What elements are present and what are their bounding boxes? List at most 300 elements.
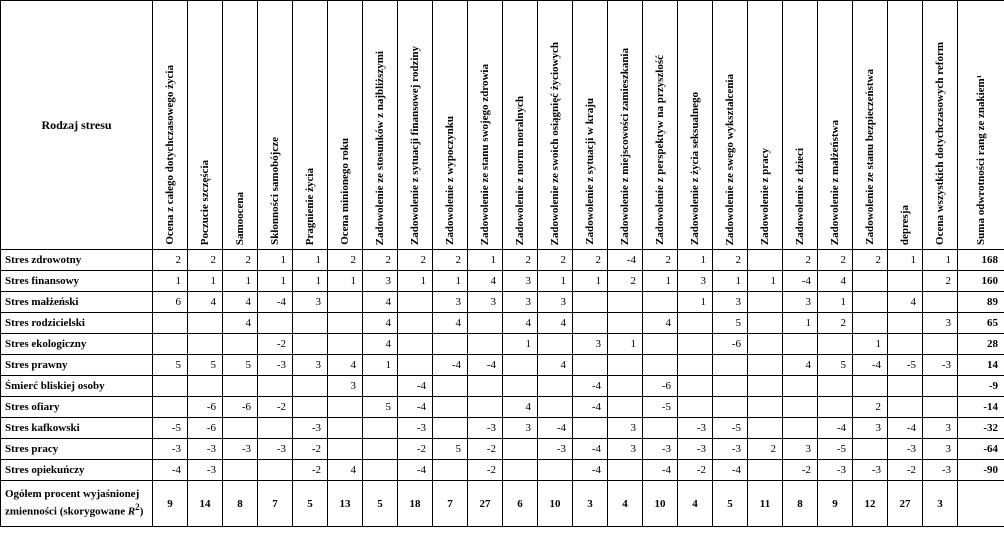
table-cell: 2 xyxy=(573,250,608,271)
table-cell xyxy=(853,292,888,313)
table-cell: -6 xyxy=(643,376,678,397)
table-cell: 3 xyxy=(783,439,818,460)
table-cell xyxy=(818,334,853,355)
table-cell: 3 xyxy=(923,439,958,460)
table-cell: -3 xyxy=(398,418,433,439)
table-cell xyxy=(538,460,573,481)
column-header-label: Suma odwrotności rang ze znakiem¹ xyxy=(975,75,987,245)
table-cell: -3 xyxy=(188,439,223,460)
table-cell xyxy=(678,334,713,355)
table-cell xyxy=(783,418,818,439)
table-cell: 2 xyxy=(223,250,258,271)
sum-cell: -9 xyxy=(958,376,1004,397)
column-header-label: Zadowolenie ze swego wykształcenia xyxy=(724,73,736,245)
sum-cell: 160 xyxy=(958,271,1004,292)
total-label-sup: 2 xyxy=(135,502,140,513)
table-cell xyxy=(923,397,958,418)
table-cell: 3 xyxy=(293,355,328,376)
table-cell xyxy=(363,439,398,460)
table-cell: 1 xyxy=(188,271,223,292)
column-header xyxy=(188,1,223,250)
table-cell xyxy=(153,376,188,397)
table-cell xyxy=(223,460,258,481)
total-cell: 18 xyxy=(398,481,433,527)
column-header-label: Skłonności samobójcze xyxy=(269,137,281,245)
table-row xyxy=(1,439,1004,460)
table-cell: 2 xyxy=(713,250,748,271)
column-header xyxy=(608,1,643,250)
table-cell: 4 xyxy=(783,355,818,376)
total-label-end: ) xyxy=(139,505,144,518)
table-cell: -4 xyxy=(783,271,818,292)
table-cell: -3 xyxy=(258,439,293,460)
table-cell: 4 xyxy=(223,292,258,313)
table-cell xyxy=(363,376,398,397)
column-header-label: Pragnienie życia xyxy=(304,167,316,245)
column-header xyxy=(853,1,888,250)
table-cell xyxy=(818,397,853,418)
table-cell xyxy=(433,460,468,481)
table-cell xyxy=(783,334,818,355)
column-header-label: Zadowolenie ze swoich osiągnięć życiowych xyxy=(549,41,561,245)
table-cell: -2 xyxy=(258,334,293,355)
table-row xyxy=(1,460,1004,481)
column-header-label: Zadowolenie ze stanu bezpieczeństwa xyxy=(864,69,876,245)
table-cell: -2 xyxy=(293,439,328,460)
table-cell: 2 xyxy=(188,250,223,271)
table-cell: 3 xyxy=(783,292,818,313)
column-header xyxy=(888,1,923,250)
table-cell: 1 xyxy=(818,292,853,313)
table-cell xyxy=(398,313,433,334)
table-cell: -4 xyxy=(818,418,853,439)
table-cell xyxy=(503,376,538,397)
total-row-label xyxy=(1,481,153,527)
table-cell: 3 xyxy=(573,334,608,355)
table-cell xyxy=(223,376,258,397)
corner-header: Rodzaj stresu xyxy=(1,1,153,250)
row-label: Stres zdrowotny xyxy=(1,250,153,271)
table-cell xyxy=(783,376,818,397)
table-cell: -2 xyxy=(783,460,818,481)
table-cell xyxy=(153,397,188,418)
total-cell: 10 xyxy=(643,481,678,527)
table-cell: 5 xyxy=(223,355,258,376)
row-label: Stres pracy xyxy=(1,439,153,460)
table-cell: 4 xyxy=(188,292,223,313)
table-cell: -5 xyxy=(153,418,188,439)
table-cell: 1 xyxy=(503,334,538,355)
row-label: Stres ekologiczny xyxy=(1,334,153,355)
table-cell xyxy=(923,292,958,313)
table-cell xyxy=(608,460,643,481)
table-cell xyxy=(188,334,223,355)
table-cell: -4 xyxy=(573,397,608,418)
total-cell: 13 xyxy=(328,481,363,527)
table-cell: 4 xyxy=(503,397,538,418)
table-cell: -4 xyxy=(608,250,643,271)
table-cell: -2 xyxy=(678,460,713,481)
table-cell: 2 xyxy=(153,250,188,271)
column-header xyxy=(223,1,258,250)
table-cell: 1 xyxy=(223,271,258,292)
table-cell: 5 xyxy=(188,355,223,376)
column-header xyxy=(363,1,398,250)
table-cell: 2 xyxy=(643,250,678,271)
table-cell xyxy=(888,376,923,397)
table-cell xyxy=(573,292,608,313)
table-cell: -3 xyxy=(853,460,888,481)
table-cell: 1 xyxy=(573,271,608,292)
total-cell: 27 xyxy=(468,481,503,527)
table-cell: -3 xyxy=(643,439,678,460)
table-cell xyxy=(713,355,748,376)
table-cell xyxy=(503,439,538,460)
column-header xyxy=(748,1,783,250)
table-cell: -2 xyxy=(398,439,433,460)
table-cell xyxy=(748,397,783,418)
table-cell: -4 xyxy=(853,355,888,376)
sum-cell: 89 xyxy=(958,292,1004,313)
table-cell xyxy=(468,313,503,334)
table-cell xyxy=(888,334,923,355)
table-cell: 1 xyxy=(363,355,398,376)
table-cell: 1 xyxy=(153,271,188,292)
table-cell xyxy=(153,313,188,334)
total-cell: 4 xyxy=(608,481,643,527)
table-cell xyxy=(713,376,748,397)
table-cell xyxy=(853,376,888,397)
total-cell xyxy=(958,481,1004,527)
column-header xyxy=(468,1,503,250)
table-cell: 5 xyxy=(363,397,398,418)
table-cell: 3 xyxy=(853,418,888,439)
table-cell: -4 xyxy=(573,439,608,460)
table-cell xyxy=(573,418,608,439)
table-cell: -5 xyxy=(643,397,678,418)
table-cell: -3 xyxy=(538,439,573,460)
table-cell xyxy=(363,418,398,439)
table-cell: 4 xyxy=(538,313,573,334)
table-cell xyxy=(398,334,433,355)
total-cell: 7 xyxy=(433,481,468,527)
table-cell: 1 xyxy=(468,250,503,271)
table-cell xyxy=(573,355,608,376)
table-cell xyxy=(293,334,328,355)
column-header-label: Samoocena xyxy=(234,191,246,245)
table-cell: -2 xyxy=(258,397,293,418)
column-header xyxy=(153,1,188,250)
table-cell: -3 xyxy=(223,439,258,460)
table-cell: 4 xyxy=(888,292,923,313)
table-cell xyxy=(643,418,678,439)
table-cell: 1 xyxy=(293,271,328,292)
table-cell: 3 xyxy=(608,439,643,460)
total-cell: 8 xyxy=(223,481,258,527)
column-header xyxy=(818,1,853,250)
table-cell xyxy=(748,418,783,439)
table-cell: -4 xyxy=(468,355,503,376)
table-cell xyxy=(608,313,643,334)
column-header-label: Zadowolenie z życia seksualnego xyxy=(689,91,701,245)
table-cell: 1 xyxy=(888,250,923,271)
table-cell xyxy=(678,355,713,376)
table-cell: 3 xyxy=(608,418,643,439)
table-cell xyxy=(748,334,783,355)
table-cell: 3 xyxy=(678,271,713,292)
row-label: Śmierć bliskiej osoby xyxy=(1,376,153,397)
table-cell: -4 xyxy=(573,460,608,481)
column-header-label: Zadowolenie ze stanu swojego zdrowia xyxy=(479,63,491,245)
table-cell: -4 xyxy=(573,376,608,397)
column-header xyxy=(573,1,608,250)
table-cell xyxy=(713,397,748,418)
table-cell: 1 xyxy=(608,334,643,355)
table-cell: 3 xyxy=(293,292,328,313)
column-header xyxy=(783,1,818,250)
table-cell: 2 xyxy=(363,250,398,271)
table-cell xyxy=(503,460,538,481)
table-cell xyxy=(433,334,468,355)
table-cell: 1 xyxy=(258,250,293,271)
column-header-label: Zadowolenie z pracy xyxy=(759,147,771,245)
table-cell xyxy=(608,376,643,397)
table-cell xyxy=(748,376,783,397)
table-cell xyxy=(748,355,783,376)
table-cell xyxy=(293,313,328,334)
table-cell: 3 xyxy=(468,292,503,313)
table-cell: 4 xyxy=(363,334,398,355)
column-header xyxy=(643,1,678,250)
table-cell: 1 xyxy=(328,271,363,292)
table-cell xyxy=(293,376,328,397)
table-cell: 4 xyxy=(538,355,573,376)
table-cell: 2 xyxy=(818,313,853,334)
table-cell: 1 xyxy=(293,250,328,271)
table-cell: 3 xyxy=(503,292,538,313)
table-row xyxy=(1,292,1004,313)
column-header xyxy=(923,1,958,250)
table-row xyxy=(1,376,1004,397)
table-cell xyxy=(643,334,678,355)
table-cell: -6 xyxy=(188,397,223,418)
table-cell: 4 xyxy=(503,313,538,334)
table-row xyxy=(1,250,1004,271)
table-cell xyxy=(398,355,433,376)
table-row xyxy=(1,271,1004,292)
column-header xyxy=(713,1,748,250)
table-cell: 3 xyxy=(328,376,363,397)
table-cell xyxy=(783,397,818,418)
table-cell xyxy=(363,460,398,481)
column-header-label: Zadowolenie z miejscowości zamieszkania xyxy=(619,47,631,245)
total-cell: 12 xyxy=(853,481,888,527)
table-cell xyxy=(538,334,573,355)
table-cell: 5 xyxy=(818,355,853,376)
table-cell: -4 xyxy=(398,376,433,397)
table-cell: 1 xyxy=(643,271,678,292)
table-cell xyxy=(678,397,713,418)
table-cell xyxy=(608,292,643,313)
table-cell: -4 xyxy=(538,418,573,439)
table-cell: -4 xyxy=(888,418,923,439)
total-label-text: Ogółem procent wyjaśnionej zmienności (skorygowane xyxy=(5,488,140,518)
total-cell: 5 xyxy=(363,481,398,527)
table-cell xyxy=(258,460,293,481)
table-cell: -6 xyxy=(713,334,748,355)
table-row xyxy=(1,418,1004,439)
column-header-label: Zadowolenie z wypoczynku xyxy=(444,116,456,245)
total-label-r: R xyxy=(127,505,136,518)
sum-cell: 14 xyxy=(958,355,1004,376)
total-cell: 4 xyxy=(678,481,713,527)
row-label: Stres małżeński xyxy=(1,292,153,313)
table-cell: -3 xyxy=(678,439,713,460)
table-cell: 3 xyxy=(503,418,538,439)
table-cell: 2 xyxy=(433,250,468,271)
table-cell xyxy=(923,334,958,355)
table-cell: -6 xyxy=(223,397,258,418)
table-cell: 1 xyxy=(783,313,818,334)
table-cell xyxy=(328,439,363,460)
sum-cell: -32 xyxy=(958,418,1004,439)
table-cell: 6 xyxy=(153,292,188,313)
table-row xyxy=(1,313,1004,334)
table-cell: -5 xyxy=(888,355,923,376)
total-cell: 9 xyxy=(818,481,853,527)
table-cell xyxy=(153,334,188,355)
column-header-label: Zadowolenie z małżeństwa xyxy=(829,119,841,245)
table-cell: -2 xyxy=(468,439,503,460)
table-cell: -3 xyxy=(923,355,958,376)
table-cell: -3 xyxy=(713,439,748,460)
table-cell: 4 xyxy=(363,313,398,334)
table-cell: 4 xyxy=(223,313,258,334)
table-cell: 2 xyxy=(783,250,818,271)
table-cell xyxy=(258,313,293,334)
table-cell: 4 xyxy=(328,460,363,481)
table-cell xyxy=(433,418,468,439)
table-cell: -6 xyxy=(188,418,223,439)
table-cell: -2 xyxy=(468,460,503,481)
table-cell xyxy=(538,376,573,397)
table-cell: -3 xyxy=(888,439,923,460)
table-cell: 3 xyxy=(363,271,398,292)
table-cell: 4 xyxy=(363,292,398,313)
column-header xyxy=(538,1,573,250)
table-cell: 1 xyxy=(538,271,573,292)
column-header-label: Zadowolenie z norm moralnych xyxy=(514,95,526,245)
table-cell xyxy=(853,439,888,460)
table-cell xyxy=(433,376,468,397)
table-cell: 1 xyxy=(678,292,713,313)
table-cell: 4 xyxy=(818,271,853,292)
table-cell: 4 xyxy=(328,355,363,376)
column-header xyxy=(678,1,713,250)
table-cell xyxy=(748,313,783,334)
table-cell xyxy=(328,292,363,313)
table-cell xyxy=(608,355,643,376)
table-cell xyxy=(398,292,433,313)
table-cell: -3 xyxy=(153,439,188,460)
sum-cell: -14 xyxy=(958,397,1004,418)
table-cell: 4 xyxy=(468,271,503,292)
table-cell: 3 xyxy=(503,271,538,292)
table-cell: -4 xyxy=(398,397,433,418)
table-cell: 3 xyxy=(433,292,468,313)
table-cell xyxy=(468,397,503,418)
column-header-label: Zadowolenie z sytuacji finansowej rodziny xyxy=(409,45,421,245)
row-label: Stres rodzicielski xyxy=(1,313,153,334)
table-cell xyxy=(923,376,958,397)
table-cell: -4 xyxy=(258,292,293,313)
table-cell xyxy=(433,397,468,418)
table-cell: -3 xyxy=(258,355,293,376)
table-cell xyxy=(503,355,538,376)
column-header xyxy=(293,1,328,250)
table-cell xyxy=(188,313,223,334)
total-cell: 5 xyxy=(293,481,328,527)
total-cell: 3 xyxy=(573,481,608,527)
sum-cell: 168 xyxy=(958,250,1004,271)
table-cell: 2 xyxy=(853,397,888,418)
table-cell xyxy=(258,418,293,439)
table-cell xyxy=(188,376,223,397)
column-header-label: Zadowolenie ze stosunków z najbliższymi xyxy=(374,50,386,245)
table-cell xyxy=(258,376,293,397)
table-cell: 2 xyxy=(538,250,573,271)
table-cell xyxy=(328,313,363,334)
table-cell: 5 xyxy=(433,439,468,460)
table-cell: 5 xyxy=(153,355,188,376)
table-cell xyxy=(888,271,923,292)
total-cell: 14 xyxy=(188,481,223,527)
table-cell: 4 xyxy=(643,313,678,334)
total-cell: 9 xyxy=(153,481,188,527)
table-cell xyxy=(573,313,608,334)
column-header-label: Ocena z całego dotychczasowego życia xyxy=(164,65,176,245)
total-row xyxy=(1,481,1004,527)
table-cell: -4 xyxy=(398,460,433,481)
table-cell xyxy=(888,397,923,418)
table-cell: 1 xyxy=(258,271,293,292)
table-cell xyxy=(538,397,573,418)
table-cell xyxy=(678,313,713,334)
row-label: Stres kafkowski xyxy=(1,418,153,439)
column-header xyxy=(398,1,433,250)
table-cell: 4 xyxy=(433,313,468,334)
table-cell: 3 xyxy=(538,292,573,313)
column-header-label: Poczucie szczęścia xyxy=(199,159,211,245)
table-cell: 2 xyxy=(328,250,363,271)
total-cell: 5 xyxy=(713,481,748,527)
row-label: Stres opiekuńczy xyxy=(1,460,153,481)
table-cell: -3 xyxy=(293,418,328,439)
sum-cell: 28 xyxy=(958,334,1004,355)
table-cell xyxy=(678,376,713,397)
table-cell: 5 xyxy=(713,313,748,334)
column-header-label: Zadowolenie z dzieci xyxy=(794,147,806,245)
sum-cell: 65 xyxy=(958,313,1004,334)
table-cell xyxy=(748,292,783,313)
row-label: Stres prawny xyxy=(1,355,153,376)
table-cell: -4 xyxy=(433,355,468,376)
row-label: Stres finansowy xyxy=(1,271,153,292)
header-row xyxy=(1,1,1004,250)
table-cell xyxy=(748,460,783,481)
total-cell: 8 xyxy=(783,481,818,527)
table-cell xyxy=(643,292,678,313)
